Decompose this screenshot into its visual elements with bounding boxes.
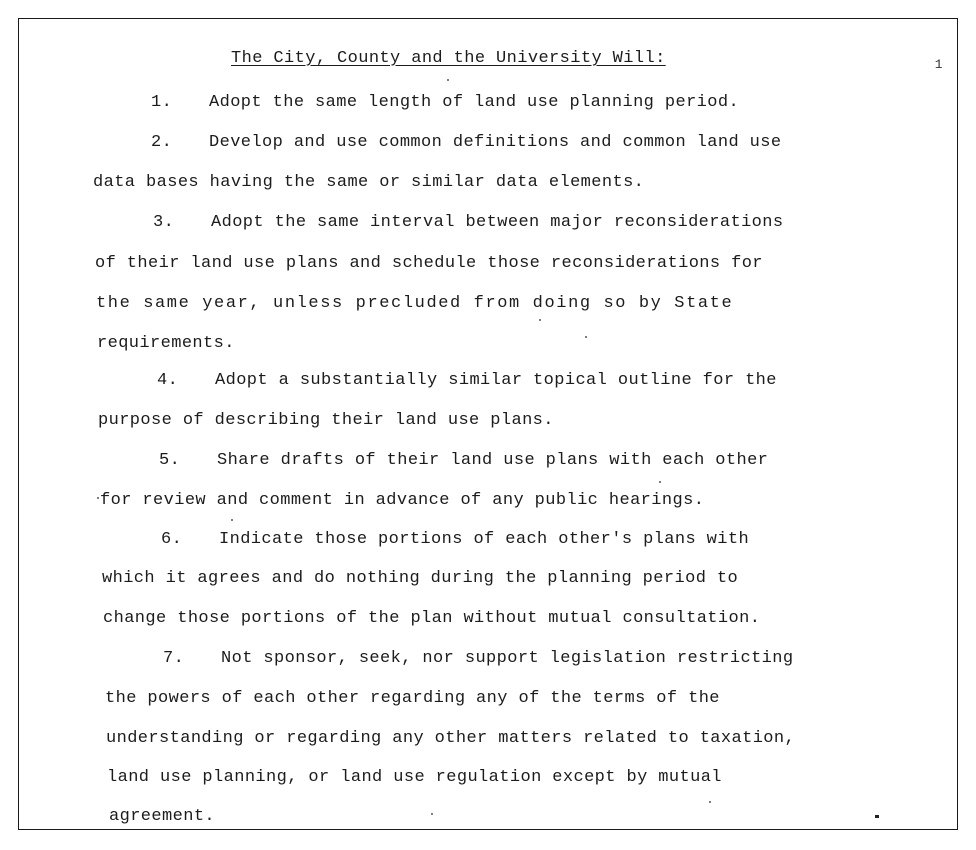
list-item-text: Adopt the same interval between major reconsiderations <box>211 213 784 232</box>
list-item-7-line-4: land use planning, or land use regulation except by mutual <box>107 768 722 787</box>
list-item-6-line-3: change those portions of the plan without mutual consultation. <box>103 609 761 628</box>
scan-speck <box>97 497 99 499</box>
scan-speck <box>231 519 233 521</box>
list-item-2-line-2: data bases having the same or similar data elements. <box>93 173 645 192</box>
list-item-3-line-2: of their land use plans and schedule those reconsiderations for <box>95 254 763 273</box>
list-item-6-line-2: which it agrees and do nothing during the planning period to <box>102 569 739 588</box>
list-item-7-line-1 <box>163 649 794 668</box>
list-item-number: 5. <box>159 451 181 470</box>
list-item-2-line-1 <box>151 133 782 152</box>
list-item-number: 4. <box>157 371 179 390</box>
document-page <box>18 18 958 830</box>
scan-speck <box>431 813 433 815</box>
list-item-5-line-2: for review and comment in advance of any public hearings. <box>100 491 705 510</box>
list-item-number: 6. <box>161 530 183 549</box>
list-item-text: Develop and use common definitions and common land use <box>209 133 782 152</box>
list-item-text: Share drafts of their land use plans with each other <box>217 451 769 470</box>
list-item-4-line-1 <box>157 371 777 390</box>
list-item-text: Adopt a substantially similar topical outline for the <box>215 371 777 390</box>
list-item-number: 7. <box>163 649 185 668</box>
document-heading: The City, County and the University Will: <box>231 49 666 68</box>
list-item-4-line-2: purpose of describing their land use plans. <box>98 411 554 430</box>
list-item-number: 1. <box>151 93 173 112</box>
list-item-3-line-4: requirements. <box>97 334 235 353</box>
list-item-1-line-1 <box>151 93 739 112</box>
list-item-text: Indicate those portions of each other's plans with <box>219 530 750 549</box>
list-item-3-line-1 <box>153 213 784 232</box>
list-item-3-line-3: the same year, unless precluded from doing so by State <box>96 294 734 313</box>
list-item-7-line-5: agreement. <box>109 807 216 826</box>
scan-speck <box>585 336 587 338</box>
document-body <box>19 19 957 829</box>
scan-speck <box>659 481 661 483</box>
list-item-text: Not sponsor, seek, nor support legislation restricting <box>221 649 794 668</box>
list-item-6-line-1 <box>161 530 749 549</box>
margin-mark: 1 <box>934 57 943 72</box>
scan-speck <box>447 79 449 81</box>
list-item-number: 2. <box>151 133 173 152</box>
list-item-text: Adopt the same length of land use planning period. <box>209 93 740 112</box>
list-item-7-line-3: understanding or regarding any other matters related to taxation, <box>106 729 796 748</box>
list-item-5-line-1 <box>159 451 768 470</box>
scan-speck <box>709 801 711 803</box>
list-item-number: 3. <box>153 213 175 232</box>
list-item-7-line-2: the powers of each other regarding any of the terms of the <box>105 689 720 708</box>
scan-mark <box>875 815 879 818</box>
scan-speck <box>539 319 541 321</box>
